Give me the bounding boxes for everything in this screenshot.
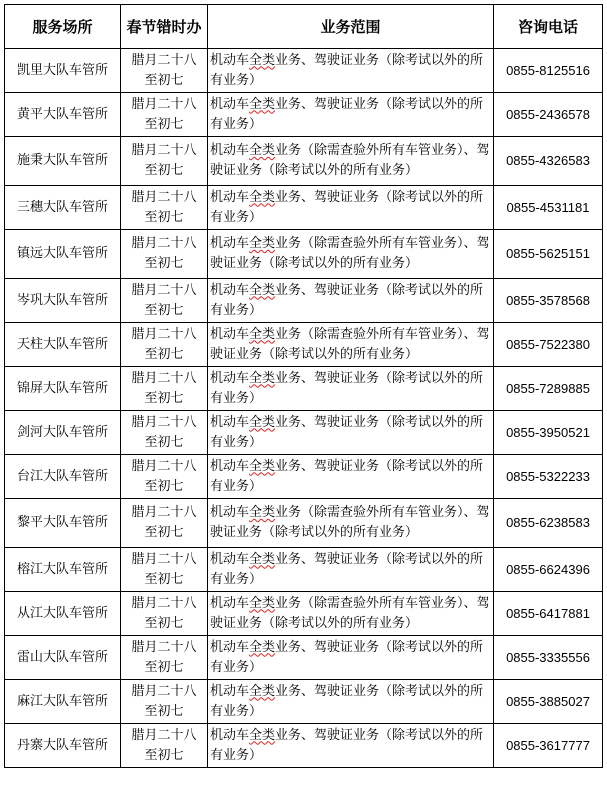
phone-number: 0855-3885027 <box>506 693 590 709</box>
scope-marked-word: 全类 <box>249 458 276 474</box>
header-row <box>5 5 603 49</box>
scope-cell <box>208 279 494 323</box>
phone-cell <box>494 680 603 724</box>
phone-number: 0855-6238583 <box>506 515 590 530</box>
place-name: 三穗大队车管所 <box>16 199 108 215</box>
hours-line-2: 至初七 <box>144 434 184 450</box>
hours-cell <box>121 186 208 230</box>
hours-line-1: 腊月二十八 <box>131 96 197 112</box>
scope-prefix: 机动车 <box>210 189 250 205</box>
place-name: 天柱大队车管所 <box>16 336 108 352</box>
hours-cell <box>121 49 208 93</box>
hours-line-2: 至初七 <box>144 116 184 132</box>
phone-cell <box>494 279 603 323</box>
table-row <box>5 367 603 411</box>
scope-rest: 业务、驾驶证业务（除考试以外的所有业务） <box>210 414 484 450</box>
scope-rest: 业务、驾驶证业务（除考试以外的所有业务） <box>210 639 484 675</box>
hours-cell <box>121 93 208 137</box>
table-row <box>5 499 603 548</box>
scope-marked-word: 全类 <box>249 282 276 298</box>
scope-prefix: 机动车 <box>210 683 250 699</box>
hours-line-1: 腊月二十八 <box>131 236 197 251</box>
hours-line-2: 至初七 <box>144 571 184 587</box>
scope-cell <box>208 323 494 367</box>
scope-cell <box>208 455 494 499</box>
hours-cell <box>121 636 208 680</box>
scope-prefix: 机动车 <box>210 326 250 342</box>
table-row <box>5 411 603 455</box>
phone-cell <box>494 636 603 680</box>
phone-number: 0855-6417881 <box>506 605 590 621</box>
place-cell <box>5 592 121 636</box>
place-name: 黎平大队车管所 <box>16 515 108 530</box>
scope-marked-word: 全类 <box>249 551 276 567</box>
place-cell <box>5 49 121 93</box>
hours-cell <box>121 680 208 724</box>
place-name: 丹寨大队车管所 <box>16 737 108 753</box>
scope-rest: 业务、驾驶证业务（除考试以外的所有业务） <box>210 551 484 587</box>
place-cell <box>5 186 121 230</box>
scope-cell <box>208 680 494 724</box>
table-row <box>5 93 603 137</box>
hours-cell <box>121 499 208 548</box>
scope-rest: 业务（除需查验外所有车管业务）、驾驶证业务（除考试以外的所有业务） <box>210 595 490 631</box>
place-cell <box>5 230 121 279</box>
scope-rest: 业务、驾驶证业务（除考试以外的所有业务） <box>210 458 484 494</box>
hours-line-2: 至初七 <box>144 302 184 318</box>
table-row <box>5 592 603 636</box>
scope-rest: 业务、驾驶证业务（除考试以外的所有业务） <box>210 96 484 132</box>
place-cell <box>5 455 121 499</box>
service-table <box>4 4 603 768</box>
header-phone: 咨询电话 <box>494 5 603 49</box>
hours-line-2: 至初七 <box>144 478 184 494</box>
hours-line-1: 腊月二十八 <box>131 551 197 567</box>
hours-line-1: 腊月二十八 <box>131 189 197 205</box>
scope-cell <box>208 411 494 455</box>
hours-line-1: 腊月二十八 <box>131 370 197 386</box>
hours-line-2: 至初七 <box>144 390 184 406</box>
place-name: 榕江大队车管所 <box>16 561 108 577</box>
scope-marked-word: 全类 <box>249 326 276 342</box>
scope-cell <box>208 499 494 548</box>
scope-cell <box>208 230 494 279</box>
scope-cell <box>208 548 494 592</box>
scope-marked-word: 全类 <box>249 143 276 158</box>
phone-cell <box>494 592 603 636</box>
phone-number: 0855-6624396 <box>506 561 590 577</box>
scope-marked-word: 全类 <box>249 370 276 386</box>
scope-rest: 业务、驾驶证业务（除考试以外的所有业务） <box>210 683 484 719</box>
place-name: 剑河大队车管所 <box>16 424 108 440</box>
scope-prefix: 机动车 <box>210 595 250 611</box>
hours-cell <box>121 411 208 455</box>
table-row <box>5 680 603 724</box>
phone-cell <box>494 230 603 279</box>
hours-cell <box>121 592 208 636</box>
place-name: 雷山大队车管所 <box>16 649 108 665</box>
table-row <box>5 49 603 93</box>
table-row <box>5 323 603 367</box>
scope-marked-word: 全类 <box>249 505 276 520</box>
scope-prefix: 机动车 <box>210 458 250 474</box>
hours-cell <box>121 137 208 186</box>
scope-cell <box>208 137 494 186</box>
phone-cell <box>494 724 603 768</box>
phone-cell <box>494 548 603 592</box>
scope-prefix: 机动车 <box>210 414 250 430</box>
hours-line-1: 腊月二十八 <box>131 414 197 430</box>
hours-line-2: 至初七 <box>144 525 184 540</box>
place-name: 施秉大队车管所 <box>16 153 108 168</box>
place-cell <box>5 680 121 724</box>
scope-cell <box>208 367 494 411</box>
scope-cell <box>208 49 494 93</box>
scope-cell <box>208 636 494 680</box>
scope-rest: 业务、驾驶证业务（除考试以外的所有业务） <box>210 370 484 406</box>
phone-number: 0855-2436578 <box>506 106 590 122</box>
phone-number: 0855-5625151 <box>506 246 590 261</box>
scope-prefix: 机动车 <box>210 727 250 743</box>
phone-number: 0855-4326583 <box>506 153 590 168</box>
phone-cell <box>494 367 603 411</box>
place-cell <box>5 137 121 186</box>
scope-cell <box>208 724 494 768</box>
hours-cell <box>121 323 208 367</box>
hours-line-1: 腊月二十八 <box>131 326 197 342</box>
place-cell <box>5 367 121 411</box>
hours-cell <box>121 455 208 499</box>
hours-line-2: 至初七 <box>144 163 184 178</box>
scope-prefix: 机动车 <box>210 143 250 158</box>
hours-line-1: 腊月二十八 <box>131 282 197 298</box>
table-row <box>5 724 603 768</box>
hours-line-1: 腊月二十八 <box>131 683 197 699</box>
place-cell <box>5 279 121 323</box>
scope-prefix: 机动车 <box>210 96 250 112</box>
place-cell <box>5 411 121 455</box>
hours-line-2: 至初七 <box>144 209 184 225</box>
header-scope: 业务范围 <box>208 5 494 49</box>
scope-cell <box>208 186 494 230</box>
scope-prefix: 机动车 <box>210 52 250 68</box>
phone-number: 0855-8125516 <box>506 62 590 78</box>
scope-rest: 业务、驾驶证业务（除考试以外的所有业务） <box>210 727 484 763</box>
hours-cell <box>121 548 208 592</box>
scope-marked-word: 全类 <box>249 727 276 743</box>
phone-cell <box>494 186 603 230</box>
scope-rest: 业务（除需查验外所有车管业务）、驾驶证业务（除考试以外的所有业务） <box>210 236 490 271</box>
phone-number: 0855-4531181 <box>506 199 590 215</box>
place-name: 凯里大队车管所 <box>16 62 108 78</box>
scope-marked-word: 全类 <box>249 236 276 251</box>
scope-cell <box>208 592 494 636</box>
place-cell <box>5 499 121 548</box>
scope-prefix: 机动车 <box>210 505 250 520</box>
place-cell <box>5 548 121 592</box>
phone-cell <box>494 93 603 137</box>
table-row <box>5 186 603 230</box>
place-cell <box>5 724 121 768</box>
hours-line-2: 至初七 <box>144 615 184 631</box>
scope-prefix: 机动车 <box>210 551 250 567</box>
scope-rest: 业务（除需查验外所有车管业务）、驾驶证业务（除考试以外的所有业务） <box>210 326 490 362</box>
hours-line-1: 腊月二十八 <box>131 727 197 743</box>
hours-line-1: 腊月二十八 <box>131 458 197 474</box>
place-cell <box>5 323 121 367</box>
phone-number: 0855-3335556 <box>506 649 590 665</box>
scope-marked-word: 全类 <box>249 639 276 655</box>
phone-cell <box>494 499 603 548</box>
place-name: 黄平大队车管所 <box>16 106 108 122</box>
phone-number: 0855-3950521 <box>506 424 590 440</box>
scope-marked-word: 全类 <box>249 96 276 112</box>
phone-number: 0855-7522380 <box>506 336 590 352</box>
hours-line-2: 至初七 <box>144 72 184 88</box>
scope-rest: 业务（除需查验外所有车管业务）、驾驶证业务（除考试以外的所有业务） <box>210 143 490 178</box>
table-row <box>5 137 603 186</box>
place-name: 岑巩大队车管所 <box>16 292 108 308</box>
scope-prefix: 机动车 <box>210 639 250 655</box>
place-name: 从江大队车管所 <box>16 605 108 621</box>
hours-cell <box>121 230 208 279</box>
hours-line-1: 腊月二十八 <box>131 143 197 158</box>
hours-cell <box>121 367 208 411</box>
scope-marked-word: 全类 <box>249 595 276 611</box>
phone-number: 0855-3578568 <box>506 292 590 308</box>
scope-marked-word: 全类 <box>249 414 276 430</box>
table-row <box>5 636 603 680</box>
table-row <box>5 279 603 323</box>
scope-rest: 业务、驾驶证业务（除考试以外的所有业务） <box>210 282 484 318</box>
place-name: 锦屏大队车管所 <box>16 380 108 396</box>
place-cell <box>5 93 121 137</box>
scope-prefix: 机动车 <box>210 370 250 386</box>
hours-line-1: 腊月二十八 <box>131 639 197 655</box>
phone-number: 0855-3617777 <box>506 737 590 753</box>
place-name: 台江大队车管所 <box>16 468 108 484</box>
hours-cell <box>121 724 208 768</box>
scope-marked-word: 全类 <box>249 683 276 699</box>
hours-line-2: 至初七 <box>144 346 184 362</box>
phone-cell <box>494 49 603 93</box>
scope-rest: 业务（除需查验外所有车管业务）、驾驶证业务（除考试以外的所有业务） <box>210 505 490 540</box>
hours-line-2: 至初七 <box>144 703 184 719</box>
hours-line-1: 腊月二十八 <box>131 52 197 68</box>
place-cell <box>5 636 121 680</box>
hours-line-1: 腊月二十八 <box>131 595 197 611</box>
phone-number: 0855-5322233 <box>506 468 590 484</box>
header-hours: 春节错时办 <box>121 5 208 49</box>
scope-prefix: 机动车 <box>210 282 250 298</box>
scope-cell <box>208 93 494 137</box>
scope-marked-word: 全类 <box>249 189 276 205</box>
scope-marked-word: 全类 <box>249 52 276 68</box>
hours-cell <box>121 279 208 323</box>
table-row <box>5 455 603 499</box>
hours-line-2: 至初七 <box>144 747 184 763</box>
table-row <box>5 548 603 592</box>
scope-prefix: 机动车 <box>210 236 250 251</box>
place-name: 镇远大队车管所 <box>16 246 108 261</box>
hours-line-2: 至初七 <box>144 659 184 675</box>
table-row <box>5 230 603 279</box>
phone-cell <box>494 137 603 186</box>
place-name: 麻江大队车管所 <box>16 693 108 709</box>
hours-line-2: 至初七 <box>144 256 184 271</box>
phone-cell <box>494 455 603 499</box>
hours-line-1: 腊月二十八 <box>131 505 197 520</box>
header-place: 服务场所 <box>5 5 121 49</box>
phone-cell <box>494 323 603 367</box>
scope-rest: 业务、驾驶证业务（除考试以外的所有业务） <box>210 52 484 88</box>
phone-cell <box>494 411 603 455</box>
scope-rest: 业务、驾驶证业务（除考试以外的所有业务） <box>210 189 484 225</box>
phone-number: 0855-7289885 <box>506 380 590 396</box>
